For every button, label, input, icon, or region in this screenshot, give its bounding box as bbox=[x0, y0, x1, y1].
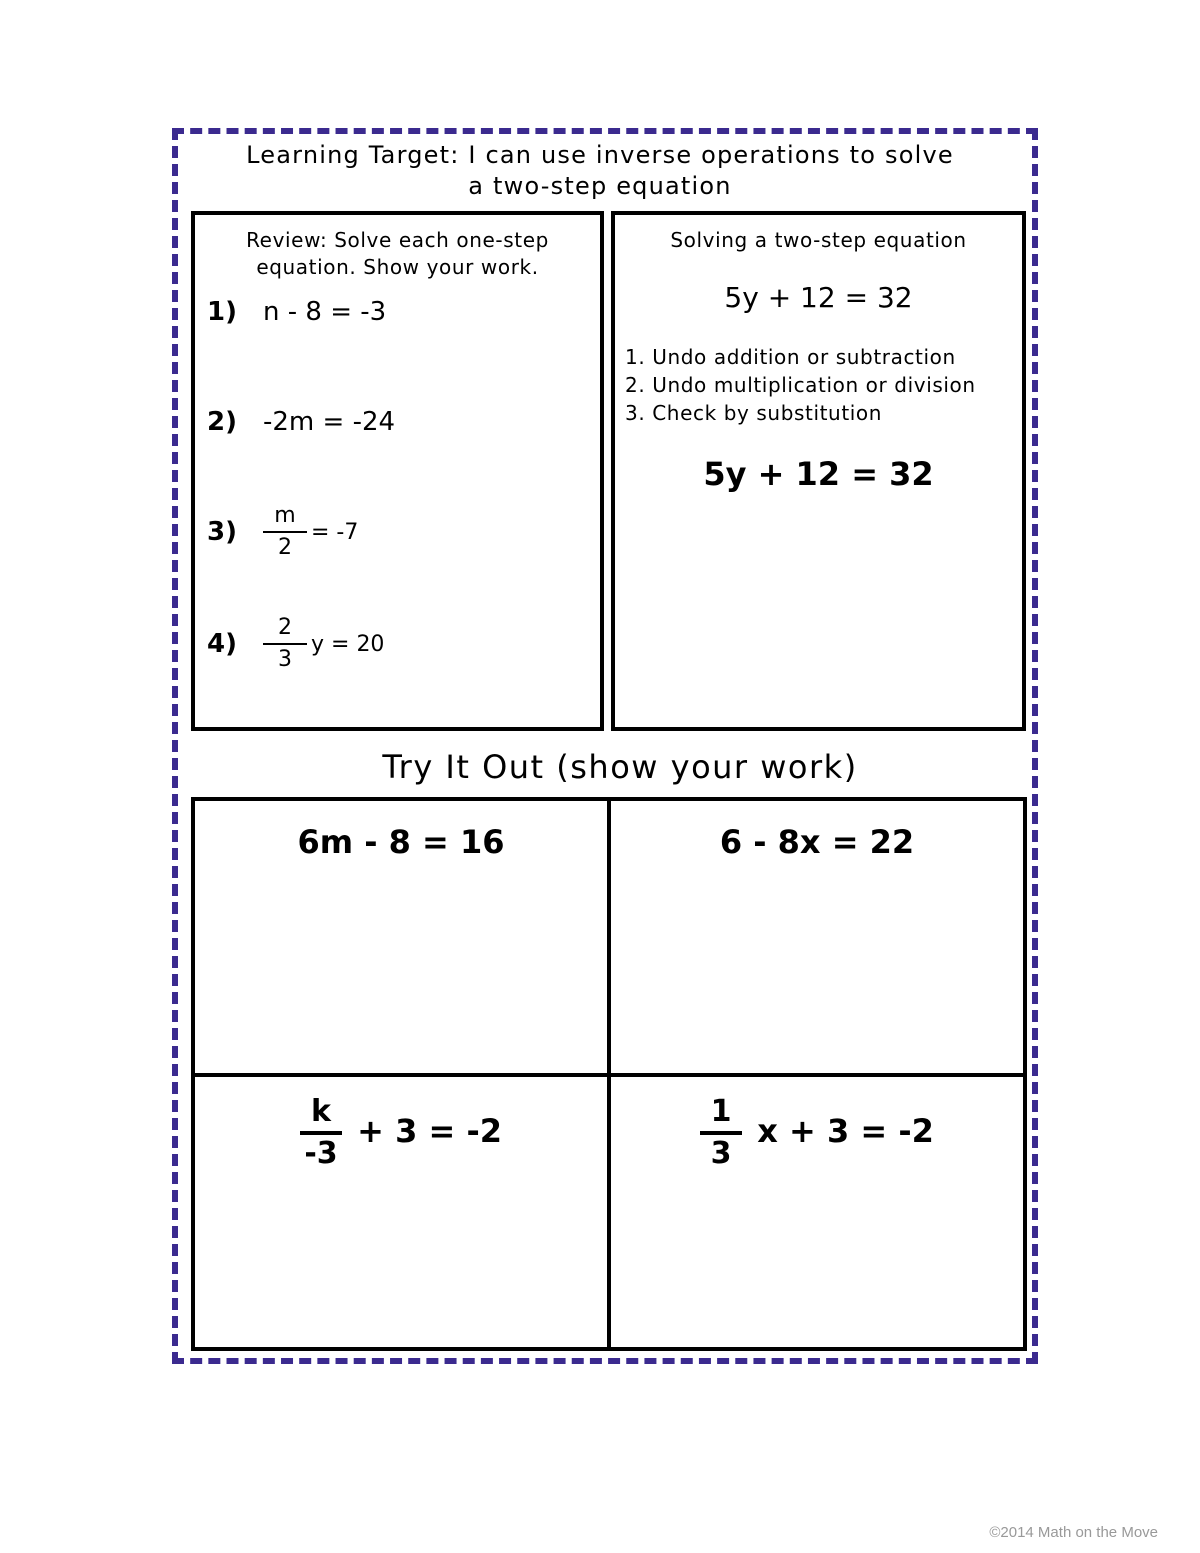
try-cell-4 bbox=[607, 1073, 1027, 1351]
try-cell-3 bbox=[191, 1073, 611, 1351]
fraction-denominator: 3 bbox=[278, 647, 292, 672]
solving-equation-bottom: 5y + 12 = 32 bbox=[703, 455, 934, 493]
cell-equation bbox=[195, 1095, 607, 1171]
problem-number: 2) bbox=[207, 407, 237, 437]
cell-equation-rest: + 3 = -2 bbox=[357, 1112, 502, 1150]
copyright: ©2014 Math on the Move bbox=[989, 1524, 1158, 1541]
step-2: 2. Undo multiplication or division bbox=[625, 373, 976, 397]
fraction bbox=[700, 1095, 742, 1171]
fraction-bar bbox=[263, 531, 307, 533]
problem-equation-rest: = -7 bbox=[311, 519, 359, 545]
fraction bbox=[300, 1095, 342, 1171]
try-it-out-title: Try It Out (show your work) bbox=[382, 748, 858, 786]
review-problem-1 bbox=[207, 297, 386, 327]
solving-box bbox=[611, 211, 1026, 731]
try-cell-2 bbox=[607, 797, 1027, 1077]
solving-steps bbox=[625, 343, 976, 427]
fraction-denominator: -3 bbox=[304, 1136, 338, 1171]
fraction-denominator: 2 bbox=[278, 535, 292, 560]
review-heading-line2: equation. Show your work. bbox=[256, 255, 539, 279]
solving-heading: Solving a two-step equation bbox=[670, 228, 967, 252]
cell-equation: 6m - 8 = 16 bbox=[297, 823, 505, 861]
learning-target-line2: a two-step equation bbox=[468, 172, 732, 200]
problem-equation-rest: y = 20 bbox=[311, 631, 385, 657]
cell-equation bbox=[611, 1095, 1023, 1171]
fraction-denominator: 3 bbox=[710, 1136, 732, 1171]
step-3: 3. Check by substitution bbox=[625, 401, 883, 425]
fraction-bar bbox=[263, 643, 307, 645]
review-box bbox=[191, 211, 604, 731]
step-1: 1. Undo addition or subtraction bbox=[625, 345, 956, 369]
learning-target bbox=[0, 140, 1200, 202]
fraction bbox=[263, 615, 307, 673]
problem-number: 3) bbox=[207, 517, 237, 547]
fraction-numerator: k bbox=[311, 1094, 331, 1129]
problem-equation: n - 8 = -3 bbox=[263, 297, 387, 327]
review-problem-3 bbox=[207, 503, 358, 561]
problem-equation: -2m = -24 bbox=[263, 407, 396, 437]
review-problem-2 bbox=[207, 407, 395, 437]
try-cell-1 bbox=[191, 797, 611, 1077]
review-heading-line1: Review: Solve each one-step bbox=[246, 228, 549, 252]
fraction bbox=[263, 503, 307, 561]
solving-equation-top: 5y + 12 = 32 bbox=[724, 281, 913, 314]
learning-target-line1: Learning Target: I can use inverse operations to solve bbox=[246, 141, 954, 169]
review-heading bbox=[195, 227, 600, 281]
fraction-bar bbox=[700, 1131, 742, 1135]
review-problem-4 bbox=[207, 615, 384, 673]
cell-equation-rest: x + 3 = -2 bbox=[757, 1112, 934, 1150]
problem-number: 4) bbox=[207, 629, 237, 659]
cell-equation: 6 - 8x = 22 bbox=[719, 823, 915, 861]
fraction-bar bbox=[300, 1131, 342, 1135]
problem-number: 1) bbox=[207, 297, 237, 327]
fraction-numerator: 1 bbox=[710, 1094, 732, 1129]
fraction-numerator: 2 bbox=[278, 615, 292, 640]
fraction-numerator: m bbox=[274, 503, 296, 528]
